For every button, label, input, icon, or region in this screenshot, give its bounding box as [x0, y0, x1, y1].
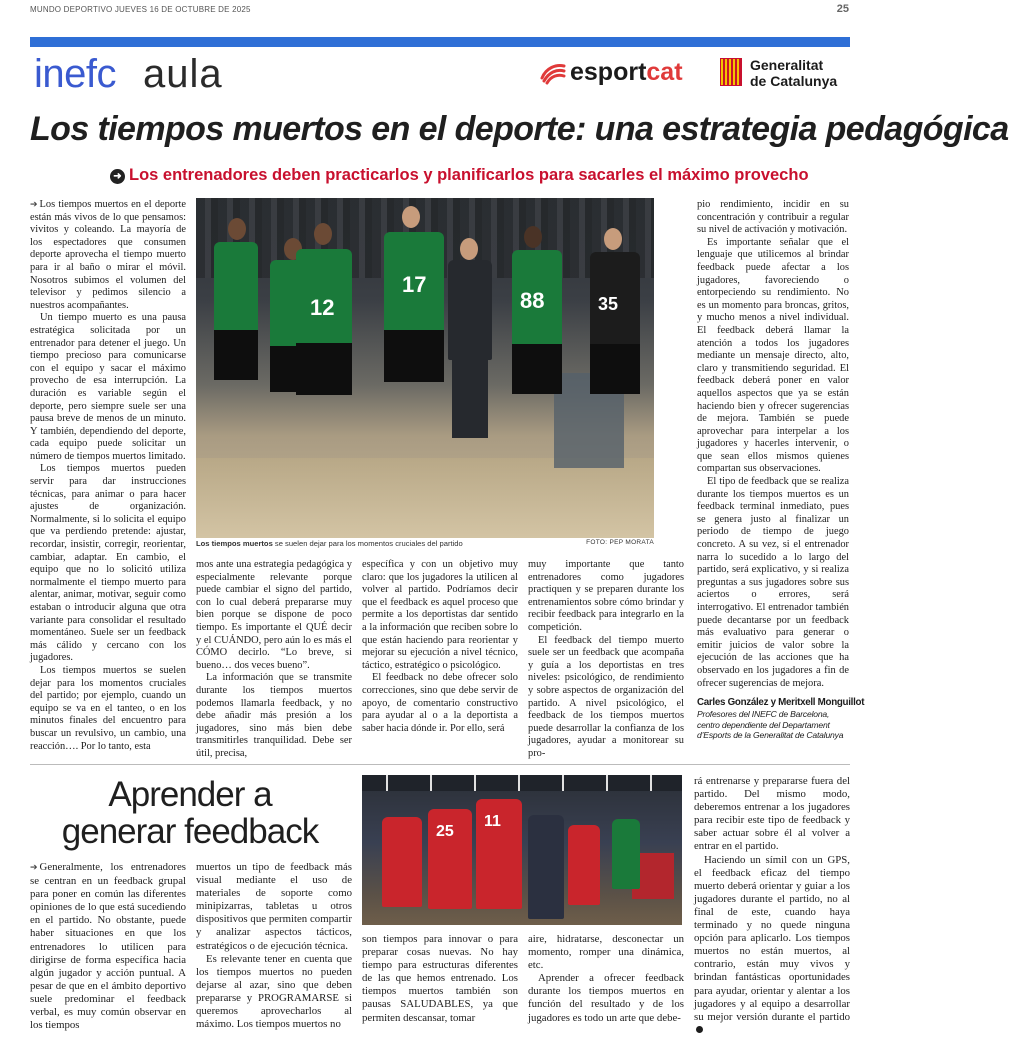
- article-paragraph: [30, 199, 186, 312]
- article-subtitle: [110, 166, 810, 185]
- photo-banner: [362, 775, 682, 791]
- brand-row: [30, 50, 850, 98]
- esportcat-wordmark-a: esport: [570, 58, 647, 86]
- end-of-article-icon: [696, 1026, 703, 1033]
- section-divider: [30, 764, 850, 765]
- article-paragraph: El tipo de feedback que se realiza durante los tiempos muertos es un feedback terminal inmediato, pues se genera justo al finalizar un periodo de tiempo de juego concreto. A su vez, si el entrenador narra lo sucedido a lo largo del partido, será explicativo, y si realiza preguntas a sus jugadores sobre sus aciertos o errores, será interrogativo. El entrenador también puede decantarse por un feedback más evaluativo para generar o emitir juicios de valor sobre la ejecución de las acciones que ha observado en los jugadores a fin de ofrecer sugerencias de mejora.: [697, 476, 849, 689]
- article-title: Los tiempos muertos en el deporte: una estrategia pedagógica: [30, 110, 1009, 148]
- photo-credit: FOTO: PEP MORATA: [586, 539, 654, 546]
- sidebar-paragraph-text: Generalmente, los entrenadores se centran en un feedback grupal para poner en común las diferentes opiniones de lo que está sucediendo en el partido. No obstante, puede haber situaciones en que los entrenadores lo utilicen para dirigirse de forma específica hacia algún jugador y acción puntual. A pesar de que en el ámbito deportivo suele predominar el feedback verbal, es muy común observar en los tiempos: [30, 861, 186, 1032]
- author-names: Carles González y Meritxell Monguillot: [697, 697, 865, 708]
- article-paragraph: Un tiempo muerto es una pausa estratégica solicitada por un entrenador para detener el juego. Un tiempo precioso para comunicarse con el equipo y sacar el máximo provecho de esa interrupción. La duración es variable según el deporte, pero siempre suele ser una pausa breve de menos de un minuto. Y también, dependiendo del deporte, cada equipo puede solicitar un número de tiempos muertos limitado.: [30, 312, 186, 462]
- sidebar-column-1: [30, 861, 186, 1032]
- article-subtitle-text: Los entrenadores deben practicarlos y planificarlos para sacarles el máximo provecho: [129, 166, 809, 184]
- author-signature: [697, 697, 865, 741]
- sidebar-column-3: [362, 933, 518, 1025]
- photo-caption-bold: Los tiempos muertos: [196, 539, 273, 548]
- article-paragraph: La información que se transmite durante los tiempos muertos podemos llamarla feedback, y no debe añadir más presión a los jugadores, sino más bien debe transmitirles tranquilidad. Debe ser útil, precisa,: [196, 672, 352, 759]
- article-paragraph: El feedback no debe ofrecer solo correcciones, sino que debe servir de apoyo, de comentario constructivo para ayudar al o a la deportista a saber hacia dónde ir. Por ello, será: [362, 672, 518, 734]
- sidebar-column-4: [528, 933, 684, 1025]
- article-column-3: [362, 559, 518, 735]
- esportcat-wordmark-b: cat: [646, 58, 683, 86]
- jersey-number: 35: [598, 294, 619, 314]
- sidebar-column-2: [196, 861, 352, 1031]
- photo-court: [196, 458, 654, 538]
- article-paragraph: específica y con un objetivo muy claro: que los jugadores la utilicen al volver al partido. Podríamos decir que el feedback es aquel proceso que permite a los deportistas dar sentido a la información que reciben sobre lo que están haciendo para reorientar y mejorar su ejecución a nivel técnico, táctico, estratégico o psicológico.: [362, 559, 518, 671]
- photo-player: [612, 819, 640, 889]
- section-color-bar: [30, 37, 850, 47]
- sidebar-title: [30, 776, 350, 850]
- photo-player: [568, 825, 600, 905]
- page-number: 25: [836, 3, 849, 15]
- timeout-photo: [196, 198, 654, 538]
- article-paragraph-text: Los tiempos muertos en el deporte están más vivos de lo que pensamos: vivitos y coleando. La mayoría de los espectadores que consumen deporte aprovecha el tiempo muerto para ir al baño o mirar el móvil. Nosotros subimos el volumen del televisor y pedimos silencio a nuestros acompañantes.: [30, 199, 186, 311]
- article-column-2: [196, 559, 352, 761]
- sidebar-paragraph: Es relevante tener en cuenta que los tiempos muertos no pueden dejarse al azar, sino que deben prepararse y PROGRAMARSE si queremos aprovecharlos al máximo. Los tiempos muertos no: [196, 952, 352, 1031]
- sidebar-title-line1: Aprender a: [108, 775, 272, 814]
- photo-player: [382, 817, 422, 907]
- sidebar-column-5: [694, 775, 850, 1037]
- sidebar-paragraph-text: Haciendo un símil con un GPS, el feedback eficaz del tiempo muerto deberá orientar y guiar a los jugadores durante el partido, no al final de este, cuando haya terminado y no quede ninguna opción para aplicarlo. Los tiempos muertos no están muertos, al contrario, están muy vivos y brindan fantásticas oportunidades para ayudar, orientar y alentar a los jugadores y al equipo a desarrollar su mejor versión durante el partido: [694, 853, 850, 1023]
- arrow-right-circle-icon: ➜: [110, 169, 125, 184]
- jersey-number: 25: [436, 823, 454, 840]
- photo-player: [476, 799, 522, 909]
- inefc-logo: inefc: [34, 52, 116, 96]
- sidebar-paragraph: muertos un tipo de feedback más visual mediante el uso de materiales de soporte como minipizarras, tabletas u otros dispositivos que permiten compartir y analizar aspectos tácticos, estratégicos o de ejecución técnica.: [196, 861, 352, 952]
- article-paragraph: El feedback del tiempo muerto suele ser un feedback que acompaña y guía a los deportistas en tres niveles: psicológico, de rendimiento y sobre aspectos de organización del partido. A nivel psicológico, el feedback de los tiempos muertos puede desarrollar la confianza de los jugadores, ayudar a monitorear su pro-: [528, 634, 684, 759]
- jersey-number: 11: [484, 813, 501, 830]
- jersey-number: 88: [520, 288, 545, 313]
- esportcat-swoosh-icon: [540, 62, 566, 84]
- photo-caption-text: [196, 539, 463, 548]
- sidebar-paragraph: Aprender a ofrecer feedback durante los tiempos muertos en función del resultado y de los jugadores es todo un arte que debe-: [528, 972, 684, 1024]
- lead-arrow-icon: ➔: [30, 863, 38, 873]
- jersey-number: 12: [310, 295, 335, 320]
- article-paragraph: mos ante una estrategia pedagógica y especialmente relevante porque puede cambiar el signo del partido, con lo cual deberá prepararse muy bien porque se dispone de poco tiempo. Es importante el QUÉ decir y el CUÁNDO, pero aún lo es más el CÓMO decirlo. “Lo breve, si bueno… dos veces bueno”.: [196, 559, 352, 671]
- photo-caption: [196, 538, 654, 550]
- generalitat-line2: de Catalunya: [750, 73, 838, 89]
- sidebar-paragraph: aire, hidratarse, desconectar un momento, romper una dinámica, etc.: [528, 933, 684, 972]
- article-paragraph: Los tiempos muertos se suelen dejar para los momentos cruciales del partido; por ejemplo, cuando un equipo se va en el tanteo, o en los minutos finales del encuentro para buscar un revulsivo, un cambio, una reacción…. Por lo tanto, esta: [30, 664, 186, 752]
- article-paragraph: Los tiempos muertos pueden servir para dar instrucciones técnicas, para animar o para hacer ajustes de organización. Normalmente, si lo solicita el equipo que va perdiendo pretende: ajustar, recordar, insistir, corregir, reorientar, cambiar, adaptar. En cambio, el equipo que no lo solicitó utiliza normalmente el tiempo muerto para alentar, animar, motivar, seguir como estaban o introducir alguna que otra variante para consolidar el resultado momentáneo. Suele ser un feedback más cálido y cercano con los jugadores.: [30, 463, 186, 664]
- senyera-flag-icon: [720, 58, 742, 86]
- sidebar-paragraph: son tiempos para innovar o para preparar cosas nuevas. No hay tiempo para estructuras diferentes de las que hemos entrenado. Los tiempos muertos también son pausas SALUDABLES, ya que permiten descansar, tomar: [362, 933, 518, 1024]
- article-column-5: [697, 199, 849, 690]
- photo-player: [428, 809, 472, 909]
- author-role: Profesores del INEFC de Barcelona, centro dependiente del Departament d’Esports de la Generalitat de Catalunya: [697, 709, 844, 740]
- article-column-4: [528, 559, 684, 761]
- aula-logo: aula: [143, 52, 223, 96]
- esportcat-wordmark: [570, 58, 683, 87]
- generalitat-line1: Generalitat: [750, 57, 824, 73]
- sidebar-paragraph: rá entrenarse y prepararse fuera del partido. Del mismo modo, deberemos entrenar a los jugadores para recibir este tipo de feedback y saber actuar sobre él al volver a entrar en el partido.: [694, 775, 850, 853]
- article-paragraph: muy importante que tanto entrenadores como jugadores practiquen y se preparen durante los entrenamientos sobre cómo brindar y recibir feedback para integrarlo en la competición.: [528, 559, 684, 633]
- page-header: [30, 3, 849, 15]
- team-huddle-photo: [362, 775, 682, 925]
- sidebar-paragraph: [30, 861, 186, 1032]
- article-column-1: [30, 199, 186, 753]
- lead-arrow-icon: ➔: [30, 200, 38, 210]
- sidebar-title-line2: generar feedback: [61, 812, 319, 851]
- article-paragraph: pio rendimiento, incidir en su concentración y contribuir a regular su nivel de activación y motivación.: [697, 199, 849, 236]
- photo-coach: [528, 815, 564, 919]
- photo-caption-rest: se suelen dejar para los momentos cruciales del partido: [272, 539, 463, 548]
- sidebar-paragraph: [694, 854, 850, 1037]
- article-paragraph: Es importante señalar que el lenguaje que utilicemos al brindar feedback puede afectar a los jugadores, favoreciendo o entorpeciendo su rendimiento. No es un momento para broncas, gritos, y mucho menos a nivel individual. El feedback deberá llamar la atención a todos los jugadores mediante un mensaje directo, alto, claro y transmitiendo seguridad. El feedback deberá poner en valor aquellos aspectos que ya se están haciendo bien y ofrecer sugerencias de mejora. También se puede aprovechar para interpelar a los jugadores y hacerles intervenir, o que sean ellos mismos quienes compartan sus observaciones.: [697, 236, 849, 475]
- publication-line: MUNDO DEPORTIVO JUEVES 16 DE OCTUBRE DE 2025: [30, 5, 251, 14]
- jersey-number: 17: [402, 272, 427, 297]
